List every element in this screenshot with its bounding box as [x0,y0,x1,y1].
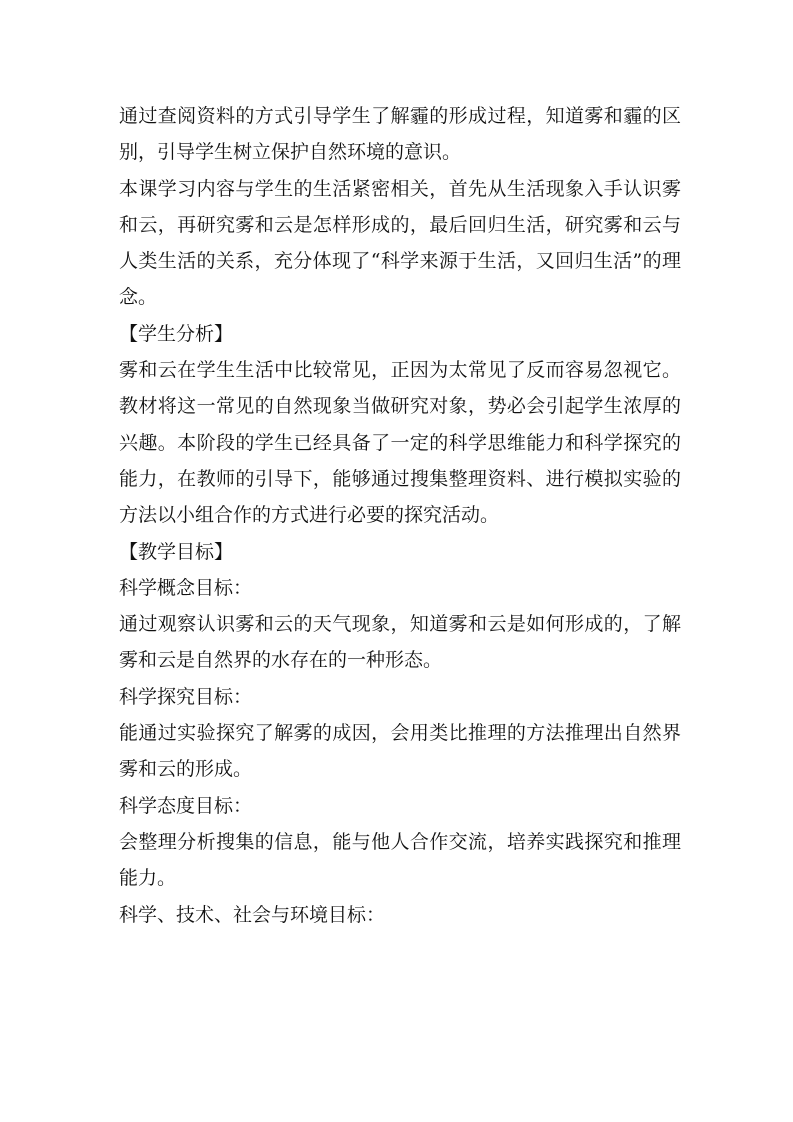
paragraph-science-inquiry-goal: 能通过实验探究了解雾的成因，会用类比推理的方法推理出自然界雾和云的形成。 [119,722,681,781]
paragraph-science-attitude-goal: 会整理分析搜集的信息，能与他人合作交流，培养实践探究和推理能力。 [119,830,681,890]
heading-teaching-goals: 【教学目标】 [119,540,234,563]
label-science-inquiry-goal: 科学探究目标： [119,685,253,708]
document-body [119,98,681,933]
paragraph-lesson-content: 本课学习内容与学生的生活紧密相关，首先从生活现象入手认识雾和云，再研究雾和云是怎样形成的，最后回归生活，研究雾和云与人类生活的关系，充分体现了“科学来源于生活，又回归生活”的理念。 [119,177,681,309]
label-science-concept-goal: 科学概念目标： [119,576,253,599]
heading-student-analysis: 【学生分析】 [119,322,234,345]
paragraph-student-analysis: 雾和云在学生生活中比较常见，正因为太常见了反而容易忽视它。教材将这一常见的自然现象当做研究对象，势必会引起学生浓厚的兴趣。本阶段的学生已经具备了一定的科学思维能力和科学探究的能力，在教师的引导下，能够通过搜集整理资料、进行模拟实验的方法以小组合作的方式进行必要的探究活动。 [119,359,681,527]
paragraph-haze-intro: 通过查阅资料的方式引导学生了解霾的形成过程，知道雾和霾的区别，引导学生树立保护自然环境的意识。 [119,105,681,164]
label-stse-goal: 科学、技术、社会与环境目标： [119,903,386,926]
paragraph-science-concept-goal: 通过观察认识雾和云的天气现象，知道雾和云是如何形成的，了解雾和云是自然界的水存在的一种形态。 [119,613,681,672]
label-science-attitude-goal: 科学态度目标： [119,794,253,817]
